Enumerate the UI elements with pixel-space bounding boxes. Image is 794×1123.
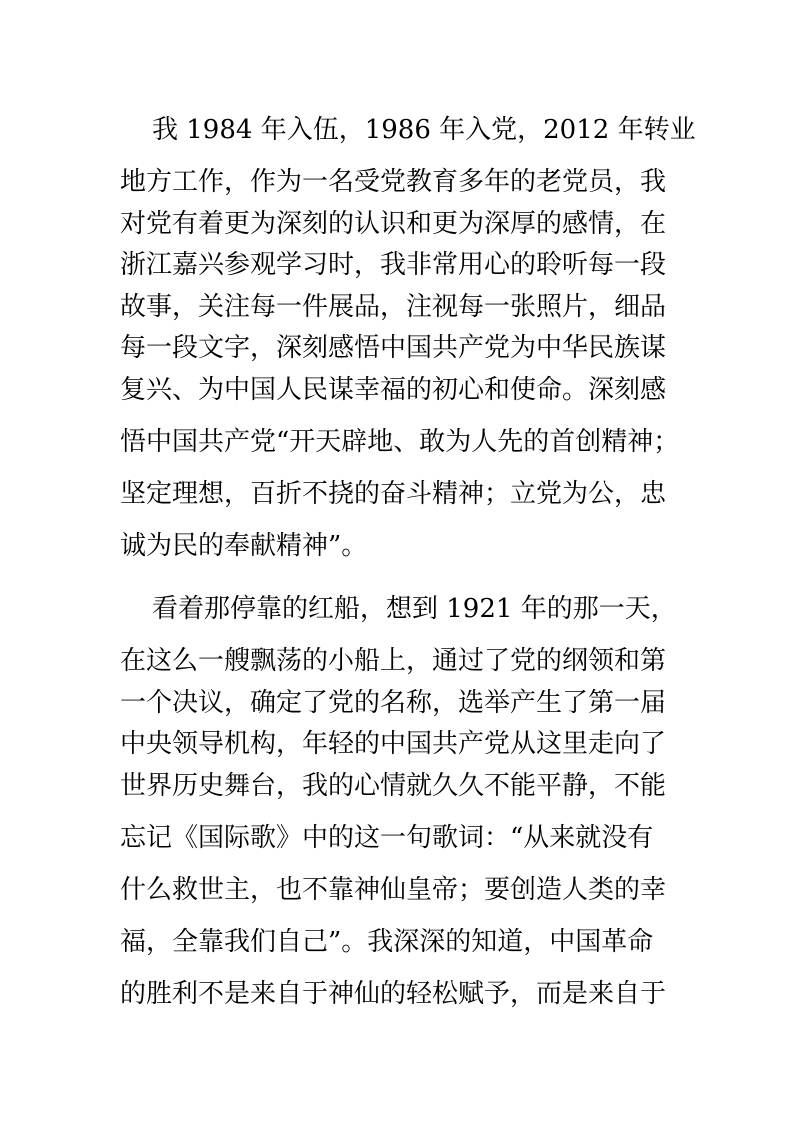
text-line: 忘记《国际歌》中的这一句歌词：“从来就没有 — [120, 823, 654, 853]
text-line: 地方工作，作为一名受党教育多年的老党员，我 — [120, 167, 667, 197]
text-line: 世界历史舞台，我的心情就久久不能平静，不能 — [120, 771, 667, 801]
text-line: 故事，关注每一件展品，注视每一张照片，细品 — [120, 292, 667, 322]
text-line: 复兴、为中国人民谋幸福的初心和使命。深刻感 — [120, 375, 667, 405]
text-line: 对党有着更为深刻的认识和更为深厚的感情，在 — [120, 209, 667, 239]
text-line: 诚为民的奉献精神”。 — [120, 531, 368, 561]
text-line: 福，全靠我们自己”。我深深的知道，中国革命 — [120, 927, 654, 957]
text-line: 的胜利不是来自于神仙的轻松赋予，而是来自于 — [120, 979, 667, 1009]
text-line: 坚定理想，百折不挠的奋斗精神；立党为公，忠 — [120, 479, 667, 509]
text-line: 每一段文字，深刻感悟中国共产党为中华民族谋 — [120, 333, 667, 363]
text-line: 看着那停靠的红船，想到 1921 年的那一天， — [152, 594, 677, 624]
text-line: 一个决议，确定了党的名称，选举产生了第一届 — [120, 688, 667, 718]
text-line: 什么救世主，也不靠神仙皇帝；要创造人类的幸 — [120, 875, 667, 905]
text-line: 我 1984 年入伍，1986 年入党，2012 年转业 — [152, 115, 696, 145]
text-line: 悟中国共产党“开天辟地、敢为人先的首创精神； — [120, 427, 680, 457]
text-line: 中央领导机构，年轻的中国共产党从这里走向了 — [120, 729, 667, 759]
text-line: 在这么一艘飘荡的小船上，通过了党的纲领和第 — [120, 646, 667, 676]
text-line: 浙江嘉兴参观学习时，我非常用心的聆听每一段 — [120, 250, 667, 280]
